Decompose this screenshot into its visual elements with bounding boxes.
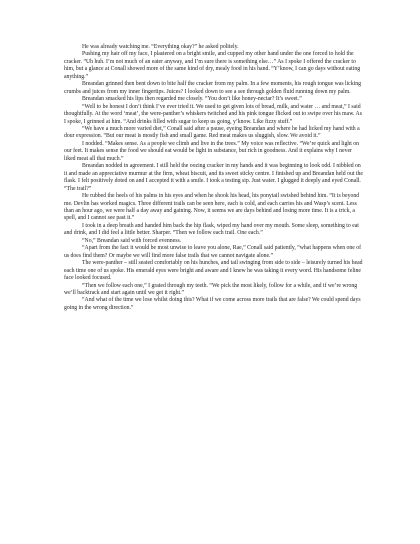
paragraph: I nodded. “Makes sense. As a people we climb and live in the trees.” My voice was reflective. “We’re quick and light on our feet. It makes sense the food we should eat would be light in substance, but rich in goodness. And it explains why I never liked meat all that much.” [64,140,360,162]
paragraph: “No,” Breandan said with forced evenness. [82,237,182,244]
paragraph: Breandan smacked his lips then regarded me closely. “You don’t like honey-nectar? It’s sweet.” [82,96,302,103]
paragraph: “Apart from the fact it would be most unwise to leave you alone, Rae,” Conall said patiently, “what happens when one of us does find them? Or maybe we will find more false trails that we cannot navigate alone.” [64,245,362,259]
paragraph: Breandan nodded in agreement. I still held the oozing cracker in my hands and it was beginning to look odd. I nibbled on it and made an appreciative murmur at the firm, wheat biscuit, and its sweet sticky centre. I finished up and Breandan held out the flask. I felt positively doted on and I accepted it with a smile. I took a testing sip. Just water. I glugged it deeply and eyed Conall. “The trail?” [64,163,363,192]
paragraph: Pushing my hair off my face, I plastered on a bright smile, and cupped my other hand under the one forced to hold the cracker. “Uh huh. I’m not much of an eater anyway, and I’m sure there is something else…” As I spoke I offered the cracker to him, but a glance at Conall showed more of the same kind of dry, mealy food in his hand. “Y’know, I can go days without eating anything.” [64,51,361,80]
paragraph: He was already watching me. “Everything okay?” he asked politely. [82,44,239,50]
paragraph: “Well to be honest I don’t think I’ve ever tried it. We used to get given lots of bread, milk, and water … and meat,” I said thoughtfully. At the word ‘meat’, the were-panther’s whiskers twitched and his pink tongue flicked out to swipe over his maw. As I spoke, I grinned at him. “And drinks filled with sugar to keep us going, y’know. Like fizzy stuff.” [64,103,362,125]
paragraph: “We have a much more varied diet,” Conall said after a pause, eyeing Breandan and where he had licked my hand with a dour expression. “But our meat is mostly fish and small game. Red meat makes us sluggish, slow. We avoid it.” [64,125,360,140]
paragraph: He rubbed the heels of his palms in his eyes and when he shook his head, his ponytail swished behind him. “It is beyond me. Devlin has worked magics. Three different trails can be seen here, each is cold, and each carries his and Wasp’s scent. Less than an hour ago, we were half a day away and gaining. Now, it seems we are days behind and losing more time. It is a trick, a spell, and I cannot see past it.” [64,193,360,222]
paragraph: “Then we follow each one,” I grated through my teeth. “We pick the most likely, follow for a while, and if we’re wrong we’ll backtrack and start again until we get it right.” [64,282,358,296]
book-page [64,44,364,312]
paragraph: Breandan grinned then bent down to bite half the cracker from my palm. In a few moments, his rough tongue was licking crumbs and juices from my inner fingertips. Juices? I looked down to see a see through golden fluid running down my palm. [64,81,361,95]
paragraph: “And what of the time we lose whilst doing this? What if we come across more trails that are false? We could spend days going in the wrong direction.” [64,297,361,311]
paragraph: The were-panther – still seated comfortably on his hunches, and tail swinging from side to side – leisurely turned his head each time one of us spoke. His emerald eyes were bright and aware and I knew he was taking it every word. His handsome feline face looked focused. [64,260,363,282]
paragraph: I took in a deep breath and handed him back the hip flask, wiped my hand over my mouth. Some sleep, something to eat and drink, and I did feel a little better. Sharper. “Then we follow each trail. One each.” [64,222,359,237]
